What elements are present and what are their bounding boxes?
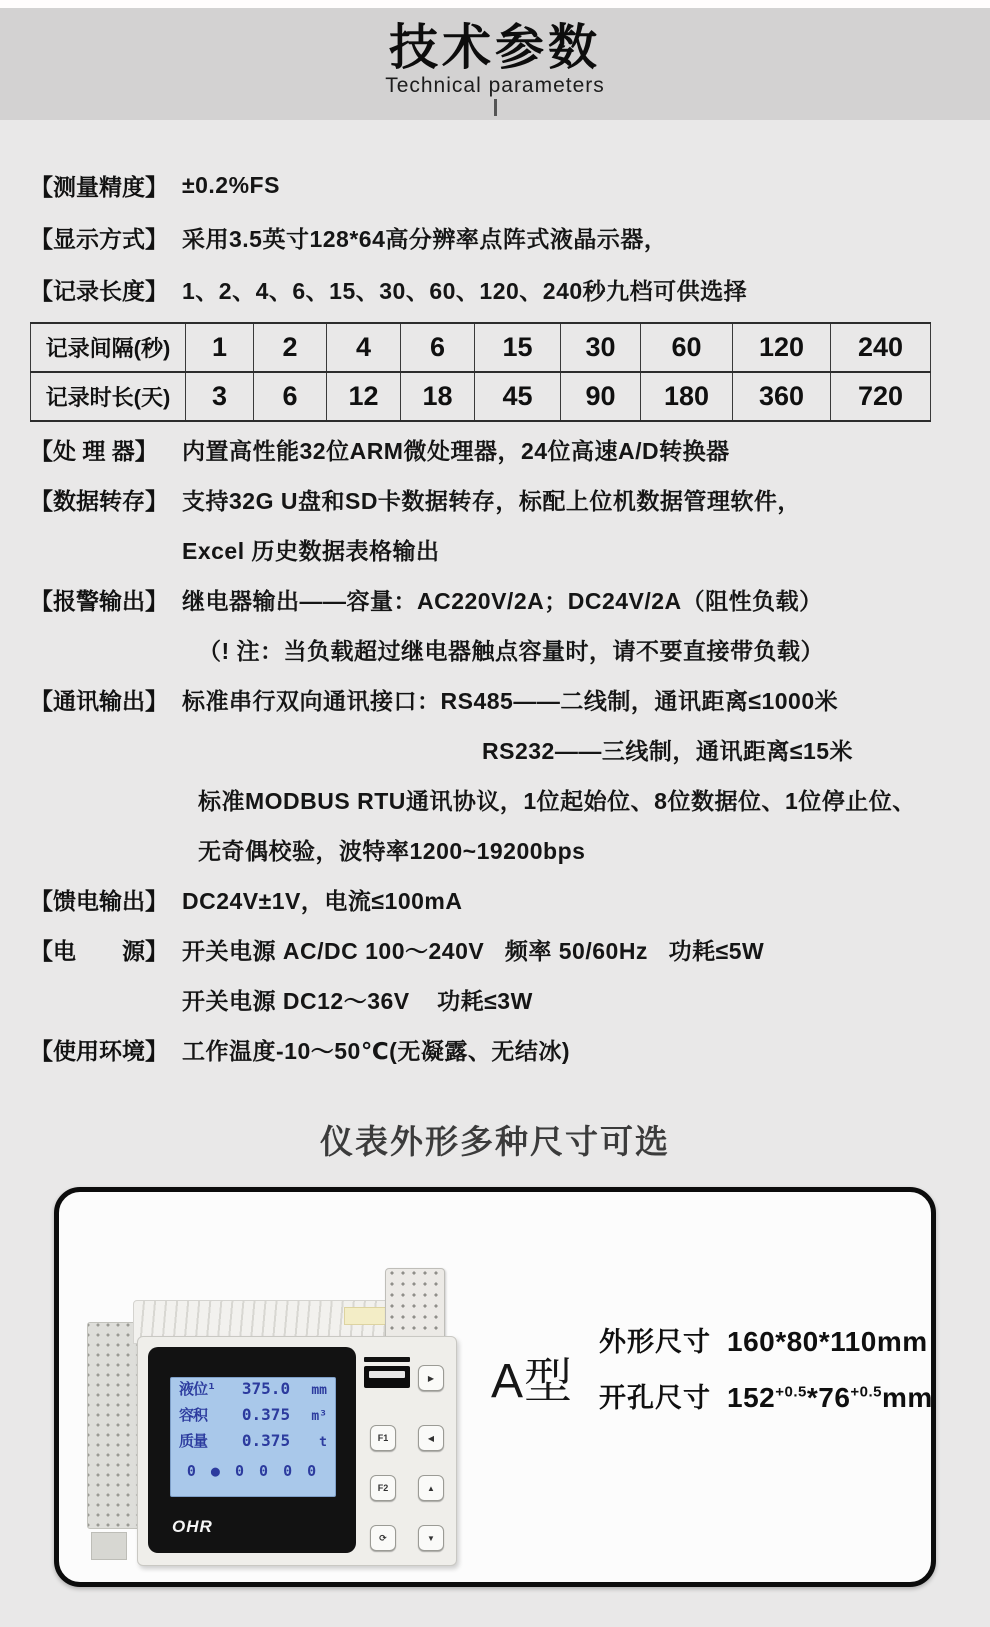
spec-label: 【处 理 器】	[30, 437, 158, 464]
recorder-device-image	[87, 1284, 507, 1574]
usb-port	[364, 1357, 410, 1397]
cutout-unit: mm	[882, 1382, 933, 1413]
lcd-value: 375.0	[241, 1379, 291, 1398]
lcd-unit: t	[319, 1435, 327, 1450]
table-cell: 60	[641, 323, 733, 372]
table-row-duration	[31, 372, 931, 421]
table-cell: 12	[327, 372, 401, 421]
f2-button	[370, 1475, 396, 1501]
cutout-height-tolerance: +0.5	[850, 1383, 883, 1401]
device-display-bezel	[148, 1347, 356, 1553]
page-title: 技术参数	[388, 21, 601, 75]
lcd-label: 液位¹	[179, 1380, 216, 1398]
lcd-unit: m³	[311, 1409, 327, 1424]
outline-dim-label: 外形尺寸	[599, 1327, 711, 1357]
up-arrow-button	[418, 1475, 444, 1501]
table-cell: 4	[327, 323, 401, 372]
spec-value: RS232——三线制，通讯距离≤15米	[482, 737, 854, 764]
table-cell: 6	[401, 323, 475, 372]
row-header: 记录时长(天)	[31, 372, 186, 421]
header-band	[0, 8, 990, 120]
spec-row-record-length	[30, 263, 990, 315]
spec-value: ±0.2%FS	[182, 171, 280, 198]
cutout-height: *76	[806, 1382, 851, 1413]
dimension-specs	[599, 1320, 933, 1432]
spec-row-data-transfer-cont	[30, 524, 990, 574]
reset-icon: ⟳	[379, 1532, 387, 1543]
lcd-label: 质量	[179, 1432, 208, 1450]
spec-row-feed-output	[30, 874, 990, 924]
spec-value: 无奇偶校验，波特率1200~19200bps	[198, 837, 586, 864]
spec-value: 支持32G U盘和SD卡数据转存，标配上位机数据管理软件，	[182, 487, 801, 514]
device-key-panel	[362, 1343, 452, 1557]
cutout-dimension-row	[599, 1376, 933, 1432]
spec-value: 1、2、4、6、15、30、60、120、240秒九档可供选择	[182, 277, 748, 304]
spec-label: 【显示方式】	[30, 225, 168, 252]
reset-button	[370, 1525, 396, 1551]
table-cell: 720	[831, 372, 931, 421]
lcd-line-level	[171, 1378, 335, 1404]
table-cell: 30	[561, 323, 641, 372]
cutout-width-tolerance: +0.5	[775, 1383, 807, 1401]
page-subtitle: Technical parameters	[385, 74, 605, 97]
table-cell: 15	[475, 323, 561, 372]
spec-row-comm-rs232	[30, 724, 990, 774]
row-header: 记录间隔(秒)	[31, 323, 186, 372]
table-cell: 45	[475, 372, 561, 421]
spec-value: 继电器输出——容量：AC220V/2A；DC24V/2A（阻性负载）	[182, 587, 823, 614]
spec-label: 【记录长度】	[30, 277, 168, 304]
down-arrow-icon: ▼	[427, 1533, 435, 1543]
device-mount-lug	[91, 1532, 127, 1560]
f1-label: F1	[377, 1433, 389, 1443]
left-arrow-button	[418, 1425, 444, 1451]
tick-mark	[494, 99, 497, 116]
spec-label: 【报警输出】	[30, 587, 168, 614]
device-side-vents	[87, 1322, 141, 1529]
cutout-dim-value	[727, 1382, 933, 1414]
spec-row-accuracy	[30, 159, 990, 211]
spec-label: 【电 源】	[30, 937, 168, 964]
table-cell: 120	[733, 323, 831, 372]
spec-row-power	[30, 924, 990, 974]
table-cell: 18	[401, 372, 475, 421]
lcd-line-mass	[171, 1430, 335, 1456]
spec-row-comm-baud	[30, 824, 990, 874]
spec-label: 【使用环境】	[30, 1037, 168, 1064]
table-cell: 240	[831, 323, 931, 372]
lcd-unit: mm	[311, 1383, 327, 1398]
lcd-value: 0.375	[241, 1431, 291, 1450]
table-cell: 180	[641, 372, 733, 421]
device-front-panel	[137, 1336, 457, 1566]
spec-row-alarm-note	[30, 624, 990, 674]
up-arrow-icon: ▲	[427, 1483, 435, 1493]
size-section-title: 仪表外形多种尺寸可选	[320, 1123, 670, 1160]
table-cell: 90	[561, 372, 641, 421]
top-margin	[0, 0, 990, 8]
spec-list	[0, 120, 990, 1074]
f1-button	[370, 1425, 396, 1451]
cutout-width: 152	[727, 1382, 776, 1413]
spec-value: 标准MODBUS RTU通讯协议，1位起始位、8位数据位、1位停止位、	[198, 787, 916, 814]
lcd-value: 0.375	[241, 1405, 291, 1424]
brand-logo: OHR	[172, 1517, 213, 1536]
cutout-dim-label: 开孔尺寸	[599, 1383, 711, 1413]
table-row-interval	[31, 323, 931, 372]
left-arrow-icon: ◀	[427, 1433, 435, 1443]
table-cell: 6	[254, 372, 327, 421]
outline-dimension-row	[599, 1320, 929, 1376]
down-arrow-button	[418, 1525, 444, 1551]
usb-socket	[364, 1366, 410, 1388]
model-a-card	[54, 1187, 936, 1587]
spec-row-display	[30, 211, 990, 263]
lcd-channel-indicators: 0 ● 0 0 0 0	[186, 1462, 320, 1480]
lcd-line-volume	[171, 1404, 335, 1430]
spec-value: 内置高性能32位ARM微处理器，24位高速A/D转换器	[182, 437, 730, 464]
spec-value: 工作温度-10～50℃(无凝露、无结冰)	[182, 1037, 570, 1064]
table-cell: 360	[733, 372, 831, 421]
spec-row-data-transfer	[30, 474, 990, 524]
spec-value: Excel 历史数据表格输出	[182, 537, 440, 564]
spec-row-comm-modbus	[30, 774, 990, 824]
spec-value: 开关电源 AC/DC 100～240V 频率 50/60Hz 功耗≤5W	[182, 937, 765, 964]
spec-value: 开关电源 DC12～36V 功耗≤3W	[182, 987, 533, 1014]
right-arrow-button	[418, 1365, 444, 1391]
spec-label: 【馈电输出】	[30, 887, 168, 914]
table-cell: 3	[186, 372, 254, 421]
outline-dim-value: 160*80*110mm	[727, 1326, 928, 1357]
spec-row-alarm-output	[30, 574, 990, 624]
sd-slot	[364, 1357, 410, 1362]
table-cell: 1	[186, 323, 254, 372]
spec-value: 标准串行双向通讯接口：RS485——二线制，通讯距离≤1000米	[182, 687, 839, 714]
record-interval-table	[30, 322, 931, 422]
spec-row-processor	[30, 424, 990, 474]
spec-row-environment	[30, 1024, 990, 1074]
table-cell: 2	[254, 323, 327, 372]
device-lcd-screen	[170, 1377, 336, 1497]
f2-label: F2	[377, 1483, 389, 1493]
spec-value: DC24V±1V，电流≤100mA	[182, 887, 463, 914]
spec-value: （! 注：当负载超过继电器触点容量时，请不要直接带负载）	[198, 637, 825, 664]
spec-value: 采用3.5英寸128*64高分辨率点阵式液晶示器，	[182, 225, 668, 252]
model-name: A型	[491, 1355, 574, 1408]
spec-label: 【测量精度】	[30, 173, 168, 200]
spec-row-comm-output	[30, 674, 990, 724]
spec-row-power-dc	[30, 974, 990, 1024]
spec-label: 【通讯输出】	[30, 687, 168, 714]
right-arrow-icon: ▶	[427, 1373, 435, 1383]
lcd-label: 容积	[179, 1406, 208, 1424]
spec-label: 【数据转存】	[30, 487, 168, 514]
